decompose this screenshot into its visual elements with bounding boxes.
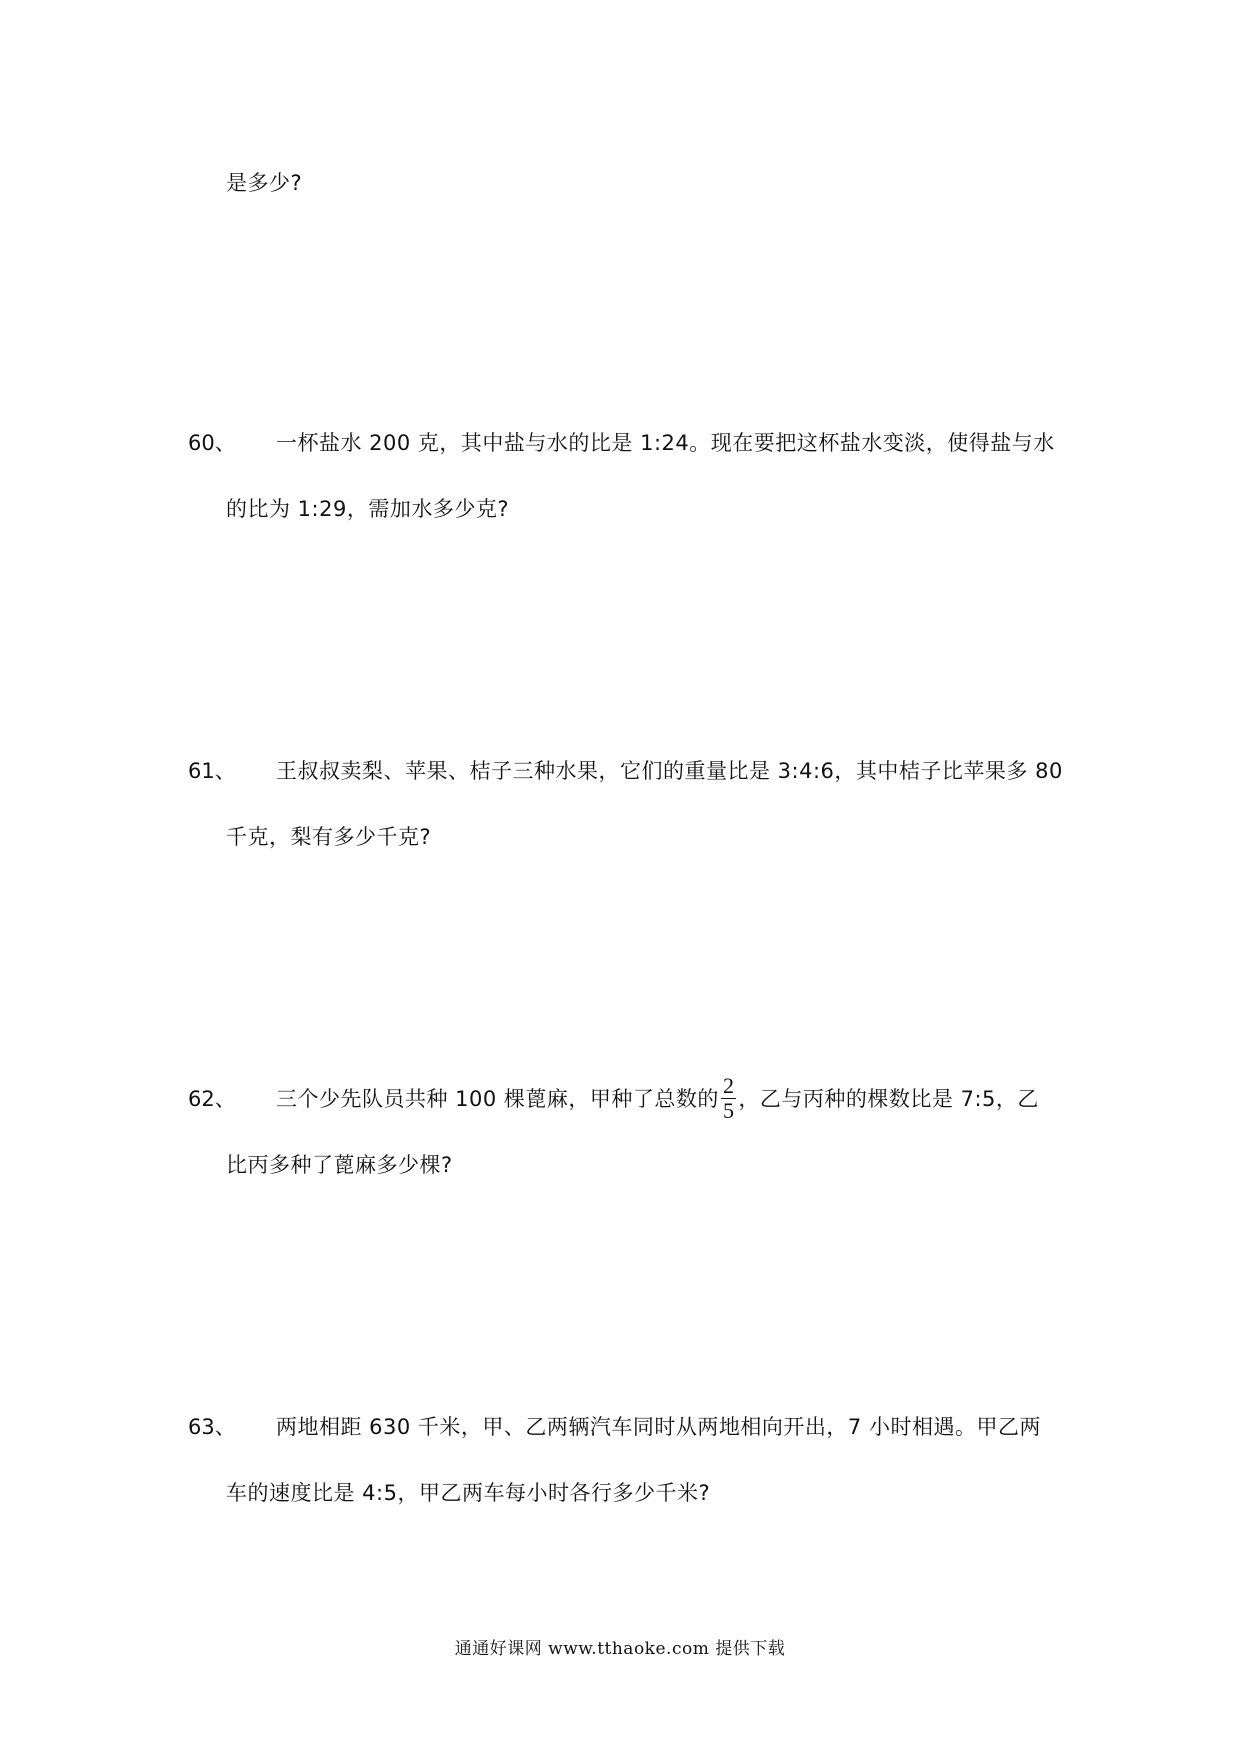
question-text-line2: 车的速度比是 4:5，甲乙两车每小时各行多少千米? bbox=[226, 1481, 711, 1505]
fraction-denominator: 5 bbox=[722, 1097, 735, 1123]
question-text-line1: 王叔叔卖梨、苹果、桔子三种水果，它们的重量比是 3:4:6，其中桔子比苹果多 80 bbox=[276, 759, 1063, 783]
question-text-before-fraction: 三个少先队员共种 100 棵蓖麻，甲种了总数的 bbox=[276, 1087, 719, 1111]
fraction bbox=[721, 1074, 737, 1123]
question-text-line1 bbox=[276, 1070, 1039, 1128]
question-number: 60、 bbox=[188, 431, 236, 455]
question-text-line2: 的比为 1:29，需加水多少克? bbox=[226, 497, 509, 521]
question-text-line2: 比丙多种了蓖麻多少棵? bbox=[226, 1153, 453, 1177]
question-number: 61、 bbox=[188, 759, 236, 783]
question-number: 62、 bbox=[188, 1087, 236, 1111]
question-text-line2: 千克，梨有多少千克? bbox=[226, 825, 432, 849]
question-text-line1: 两地相距 630 千米，甲、乙两辆汽车同时从两地相向开出，7 小时相遇。甲乙两 bbox=[276, 1415, 1041, 1439]
question-number: 63、 bbox=[188, 1415, 236, 1439]
previous-question-continuation: 是多少? bbox=[226, 171, 303, 195]
question-text-after-fraction: ，乙与丙种的棵数比是 7:5，乙 bbox=[738, 1087, 1039, 1111]
fraction-numerator: 2 bbox=[722, 1072, 735, 1098]
question-text-line1: 一杯盐水 200 克，其中盐与水的比是 1:24。现在要把这杯盐水变淡，使得盐与水 bbox=[276, 431, 1055, 455]
page-footer: 通通好课网 www.tthaoke.com 提供下载 bbox=[454, 1639, 786, 1659]
